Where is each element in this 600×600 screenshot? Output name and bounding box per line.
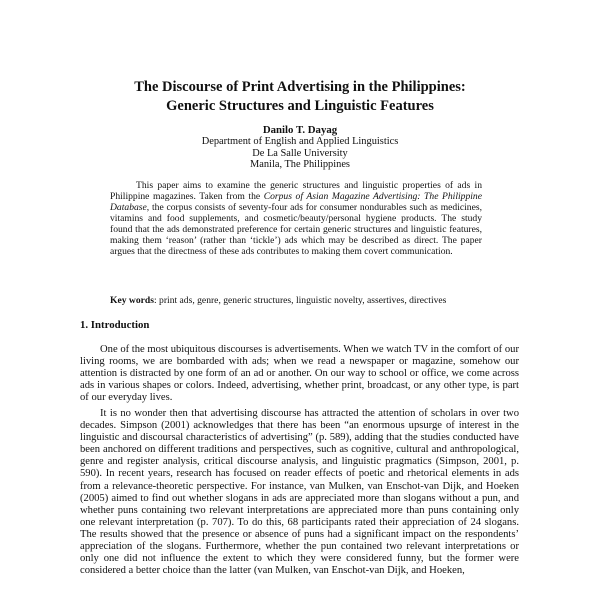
author-university: De La Salle University: [252, 147, 348, 159]
abstract-text-1: This paper aims to examine the generic structures and linguistic properties of ads in Philippine magazines. Taken from the: [110, 180, 482, 202]
paper-title: [0, 78, 600, 116]
author-name: Danilo T. Dayag: [262, 124, 338, 136]
body-text: [80, 344, 519, 577]
body-paragraph-1: One of the most ubiquitous discourses is advertisements. When we watch TV in the comfort of our living rooms, we are bombarded with ads; when we read a newspaper or magazine, somehow our attention is distracted by one form of an ad or another. On our way to school or office, we come across ads in various shapes or colors. Indeed, advertising, whether print, broadcast, or any other type, is part of our everyday lives.: [80, 344, 519, 404]
abstract-text-2: , the corpus consists of seventy-four ads for consumer nondurables such as medicines, vitamins and food supplements, and cosmetic/beauty/personal hygiene products. The study found that the ads demonstrated preference for certain generic structures and linguistic features, making them ‘reason’ (rather than ‘tickle’) ads which may be described as direct. The paper argues that the directness of these ads contributes to making them covert communication.: [110, 202, 482, 257]
author-department: Department of English and Applied Linguistics: [201, 136, 399, 147]
keywords-values: : print ads, genre, generic structures, linguistic novelty, assertives, directives: [153, 295, 447, 306]
abstract-paragraph: [110, 180, 482, 257]
keywords-label: Key words: [110, 295, 154, 306]
title-line-2: Generic Structures and Linguistic Features: [166, 98, 434, 114]
title-line-1: The Discourse of Print Advertising in the Philippines:: [134, 79, 466, 95]
keywords: [110, 295, 510, 306]
body-paragraph-2: It is no wonder then that advertising discourse has attracted the attention of scholars in over two decades. Simpson (2001) acknowledges that there has been “an enormous upsurge of interest in the linguistic and discoursal characteristics of advertising” (p. 589), adding that the studies conducted have been anchored on different traditions and perspectives, such as cognitive, cultural and anthropological, genre and register analysis, critical discourse analysis, and linguistic pragmatics (Simpson, 2001, p. 590). In recent years, research has focused on reader effects of poetic and rhetorical elements in ads from a relevance-theoretic perspective. For instance, van Mulken, van Enschot-van Dijk, and Hoeken (2005) aimed to find out whether slogans in ads are appreciated more than slogans without a pun, and whether puns containing two relevant interpretations are appreciated more than puns containing only one relevant interpretation (p. 707). To do this, 68 participants rated their appreciation of 24 slogans. The results showed that the presence or absence of puns had a significant impact on the respondents’ appreciation of the slogans. Furthermore, whether the pun contained two relevant interpretations or only one did not influence the extent to which they were considered funny, but the former were considered a better choice than the latter (van Mulken, van Enschot-van Dijk, and Hoeken,: [80, 408, 519, 576]
abstract-corpus-name: Corpus of Asian Magazine Advertising: The Philippine Database: [110, 191, 482, 213]
author-location: Manila, The Philippines: [250, 159, 350, 171]
abstract: [110, 180, 482, 257]
section-heading-introduction: 1. Introduction: [80, 319, 150, 331]
author-block: [0, 124, 600, 171]
